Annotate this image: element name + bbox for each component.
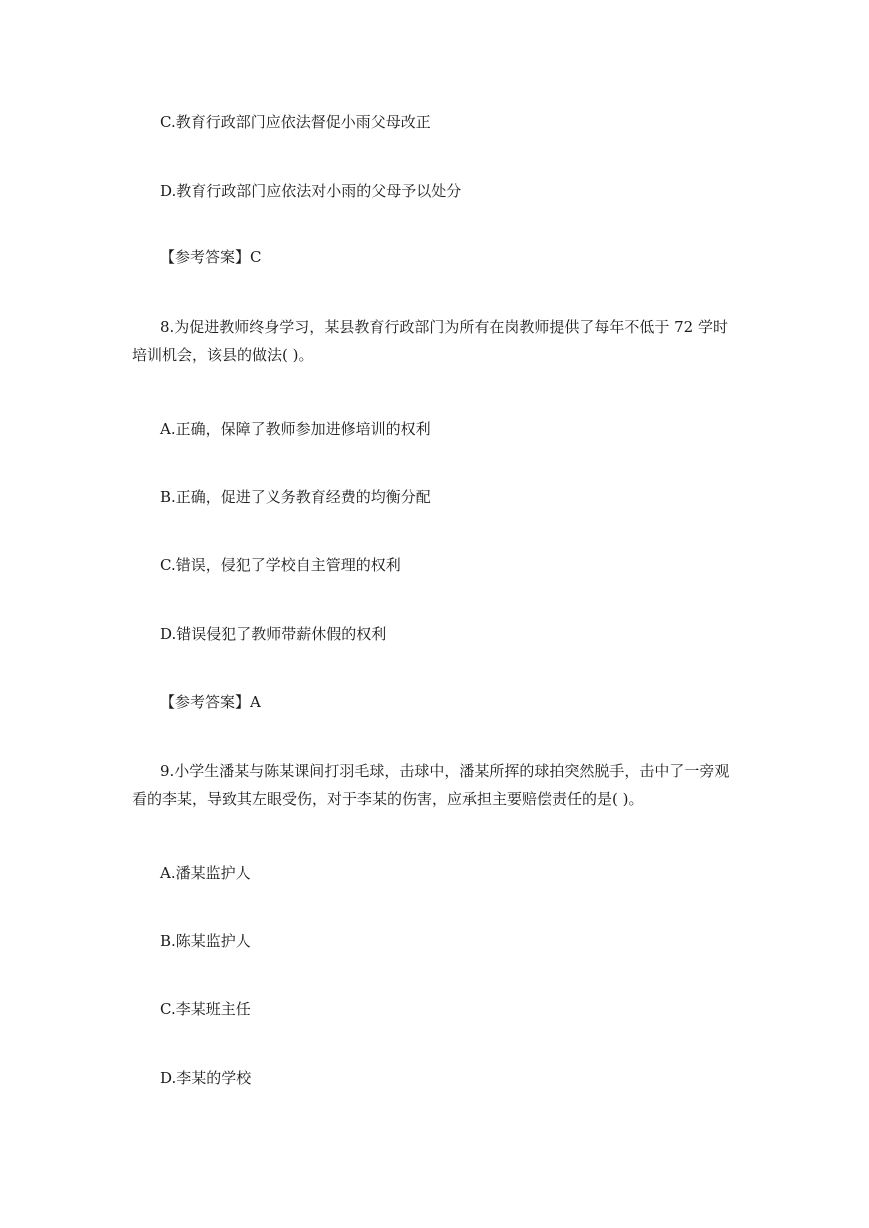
q7-option-d: D.教育行政部门应依法对小雨的父母予以处分 bbox=[160, 182, 462, 200]
q8-stem bbox=[132, 313, 752, 369]
q8-answer: 【参考答案】A bbox=[160, 693, 261, 711]
q7-option-c: C.教育行政部门应依法督促小雨父母改正 bbox=[160, 113, 431, 131]
q8-option-a: A.正确，保障了教师参加进修培训的权利 bbox=[160, 420, 431, 438]
q9-stem-line-1: 9.小学生潘某与陈某课间打羽毛球，击球中，潘某所挥的球拍突然脱手，击中了一旁观 bbox=[160, 762, 730, 780]
q8-option-b: B.正确，促进了义务教育经费的均衡分配 bbox=[160, 488, 431, 506]
q8-stem-line-1: 8.为促进教师终身学习，某县教育行政部门为所有在岗教师提供了每年不低于 72 学时 bbox=[160, 318, 728, 336]
q7-answer: 【参考答案】C bbox=[160, 248, 262, 266]
q9-option-a: A.潘某监护人 bbox=[160, 864, 251, 882]
q9-option-d: D.李某的学校 bbox=[160, 1069, 252, 1087]
q8-stem-line-2: 培训机会，该县的做法( )。 bbox=[132, 346, 314, 364]
q8-option-d: D.错误侵犯了教师带薪休假的权利 bbox=[160, 625, 387, 643]
q9-stem bbox=[132, 757, 752, 813]
q9-stem-line-2: 看的李某，导致其左眼受伤，对于李某的伤害，应承担主要赔偿责任的是( )。 bbox=[132, 790, 644, 808]
q9-option-c: C.李某班主任 bbox=[160, 1000, 251, 1018]
q8-option-c: C.错误，侵犯了学校自主管理的权利 bbox=[160, 556, 401, 574]
q9-option-b: B.陈某监护人 bbox=[160, 932, 251, 950]
